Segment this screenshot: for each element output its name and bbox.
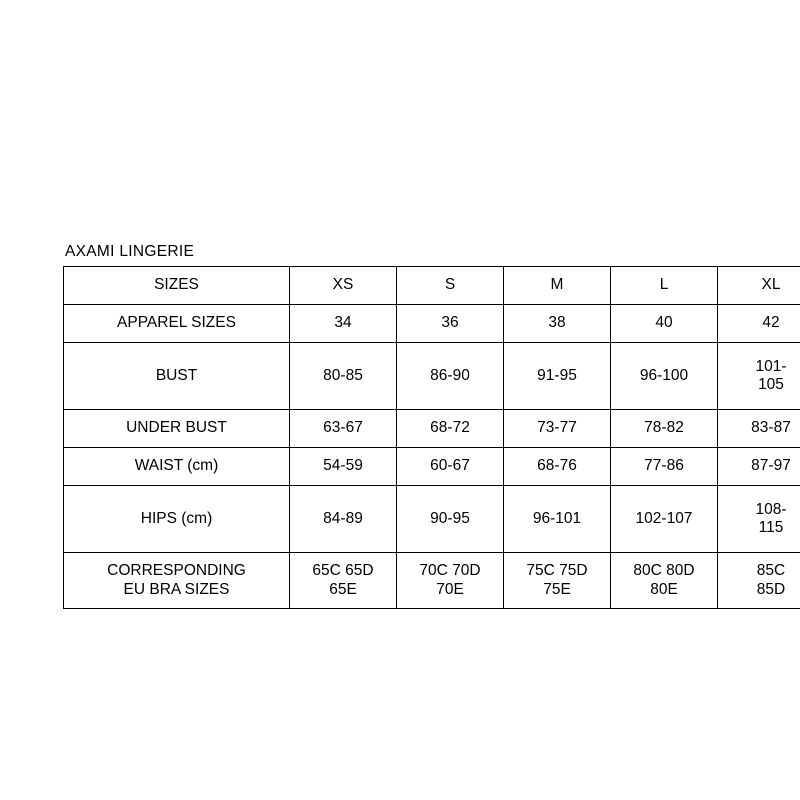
table-row bbox=[64, 343, 800, 410]
cell-underbust-m: 73-77 bbox=[504, 410, 611, 448]
cell-hips-xl-line1: 108- bbox=[755, 500, 787, 518]
table-row bbox=[64, 410, 800, 448]
cell-bust-xs: 80-85 bbox=[290, 343, 397, 410]
cell-corresponding-l-lines bbox=[613, 562, 715, 599]
table-row bbox=[64, 553, 800, 609]
cell-hips-xl-line2: 115 bbox=[758, 519, 784, 536]
cell-apparel-m: 38 bbox=[504, 305, 611, 343]
cell-corresponding-xl-lines bbox=[720, 562, 800, 599]
cell-corresponding-xs-line1: 65C 65D bbox=[312, 562, 374, 580]
row-header-corresponding-eu-bra-sizes bbox=[64, 553, 290, 609]
cell-waist-xl: 87-97 bbox=[718, 448, 800, 486]
cell-sizes-l: L bbox=[611, 267, 718, 305]
table-row bbox=[64, 267, 800, 305]
cell-waist-l: 77-86 bbox=[611, 448, 718, 486]
cell-bust-l: 96-100 bbox=[611, 343, 718, 410]
cell-corresponding-l bbox=[611, 553, 718, 609]
table-row bbox=[64, 486, 800, 553]
cell-corresponding-xl-line1: 85C bbox=[756, 562, 786, 580]
cell-bust-xl-line1: 101- bbox=[755, 357, 787, 375]
cell-corresponding-m-line1: 75C 75D bbox=[526, 562, 588, 580]
cell-bust-xl-line2: 105 bbox=[758, 376, 784, 393]
cell-hips-m: 96-101 bbox=[504, 486, 611, 553]
cell-sizes-s: S bbox=[397, 267, 504, 305]
size-chart-table bbox=[63, 266, 800, 609]
cell-corresponding-l-line1: 80C 80D bbox=[633, 562, 695, 580]
cell-underbust-xs: 63-67 bbox=[290, 410, 397, 448]
cell-hips-l: 102-107 bbox=[611, 486, 718, 553]
cell-hips-s: 90-95 bbox=[397, 486, 504, 553]
table-row bbox=[64, 448, 800, 486]
row-header-waist: WAIST (cm) bbox=[64, 448, 290, 486]
cell-underbust-s: 68-72 bbox=[397, 410, 504, 448]
cell-corresponding-xl bbox=[718, 553, 800, 609]
cell-sizes-m: M bbox=[504, 267, 611, 305]
cell-hips-xs: 84-89 bbox=[290, 486, 397, 553]
cell-corresponding-xs-lines bbox=[292, 562, 394, 599]
cell-sizes-xl: XL bbox=[718, 267, 800, 305]
row-header-corresponding-line1: CORRESPONDING bbox=[107, 562, 246, 580]
cell-apparel-l: 40 bbox=[611, 305, 718, 343]
cell-corresponding-l-line2: 80E bbox=[650, 580, 678, 598]
cell-corresponding-xs bbox=[290, 553, 397, 609]
size-chart-container bbox=[63, 243, 792, 779]
cell-corresponding-m-lines bbox=[506, 562, 608, 599]
cell-hips-xl bbox=[718, 486, 800, 553]
cell-waist-xs: 54-59 bbox=[290, 448, 397, 486]
table-row bbox=[64, 305, 800, 343]
row-header-bust: BUST bbox=[64, 343, 290, 410]
page-whitespace bbox=[63, 609, 792, 779]
cell-underbust-l: 78-82 bbox=[611, 410, 718, 448]
cell-corresponding-xl-line2: 85D bbox=[756, 580, 786, 598]
cell-underbust-xl: 83-87 bbox=[718, 410, 800, 448]
cell-corresponding-s-line1: 70C 70D bbox=[419, 562, 481, 580]
cell-apparel-xs: 34 bbox=[290, 305, 397, 343]
cell-corresponding-s bbox=[397, 553, 504, 609]
cell-hips-xl-lines bbox=[720, 501, 800, 538]
cell-apparel-s: 36 bbox=[397, 305, 504, 343]
row-header-sizes: SIZES bbox=[64, 267, 290, 305]
cell-corresponding-s-lines bbox=[399, 562, 501, 599]
cell-corresponding-s-line2: 70E bbox=[436, 580, 464, 598]
cell-bust-s: 86-90 bbox=[397, 343, 504, 410]
row-header-hips: HIPS (cm) bbox=[64, 486, 290, 553]
cell-bust-m: 91-95 bbox=[504, 343, 611, 410]
row-header-apparel-sizes: APPAREL SIZES bbox=[64, 305, 290, 343]
row-header-corresponding-lines bbox=[66, 562, 287, 599]
row-header-corresponding-line2: EU BRA SIZES bbox=[123, 580, 230, 598]
row-header-under-bust: UNDER BUST bbox=[64, 410, 290, 448]
cell-corresponding-m-line2: 75E bbox=[543, 580, 571, 598]
cell-corresponding-xs-line2: 65E bbox=[329, 580, 357, 598]
cell-bust-xl bbox=[718, 343, 800, 410]
cell-apparel-xl: 42 bbox=[718, 305, 800, 343]
cell-corresponding-m bbox=[504, 553, 611, 609]
cell-sizes-xs: XS bbox=[290, 267, 397, 305]
page-title: AXAMI LINGERIE bbox=[65, 243, 195, 260]
cell-waist-m: 68-76 bbox=[504, 448, 611, 486]
cell-waist-s: 60-67 bbox=[397, 448, 504, 486]
cell-bust-xl-lines bbox=[720, 358, 800, 395]
